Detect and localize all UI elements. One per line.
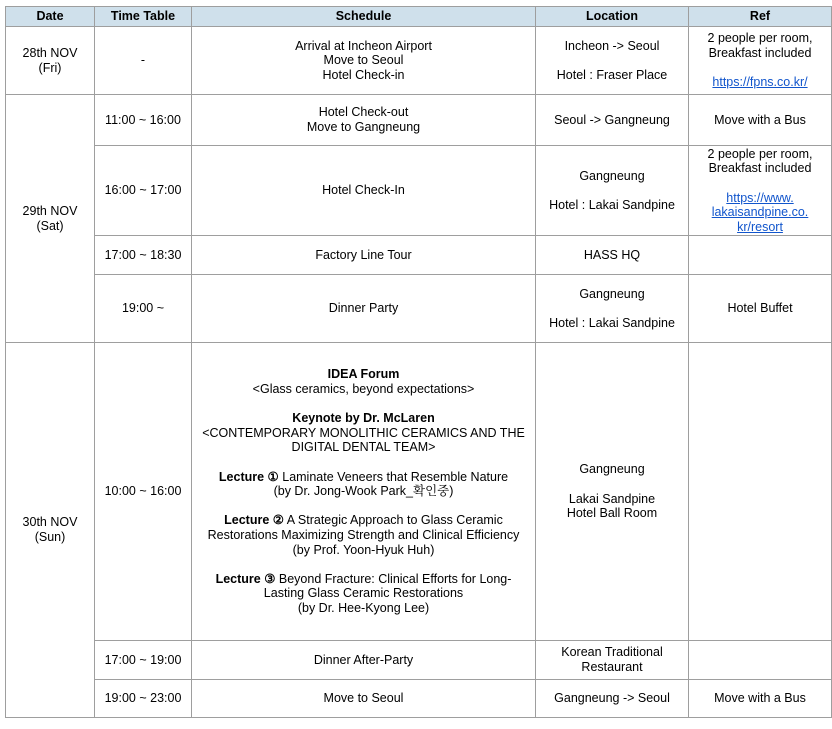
ref-cell: Move with a Bus — [689, 95, 832, 146]
link-line: lakaisandpine.co. — [711, 205, 809, 220]
schedule-line: Hotel Check-out — [318, 105, 409, 120]
schedule-cell: Dinner After-Party — [192, 641, 536, 680]
lecture-title-cont: Restorations Maximizing Strength and Clinical Efficiency — [207, 527, 520, 542]
date-cell — [6, 95, 95, 343]
location-cell — [536, 641, 689, 680]
schedule-cell: Dinner Party — [192, 275, 536, 343]
schedule-line: Move to Seoul — [323, 53, 404, 68]
schedule-cell: Factory Line Tour — [192, 236, 536, 275]
time-cell: 17:00 ~ 19:00 — [95, 641, 192, 680]
lecture-label: Lecture ① — [218, 469, 279, 484]
header-ref: Ref — [689, 7, 832, 27]
ref-line: 2 people per room, — [707, 146, 813, 161]
date-cell: 28th NOV (Fri) — [6, 27, 95, 95]
table-row — [6, 275, 832, 343]
ref-cell — [689, 343, 832, 641]
location-cell — [536, 343, 689, 641]
location-line: Korean Traditional — [561, 645, 663, 660]
time-cell: 17:00 ~ 18:30 — [95, 236, 192, 275]
ref-line: Breakfast included — [708, 161, 812, 176]
location-line: Gangneung — [579, 286, 645, 301]
location-line: Gangneung — [579, 462, 645, 477]
date-line: 29th NOV — [22, 203, 78, 218]
location-cell — [536, 275, 689, 343]
lecture-speaker: (by Prof. Yoon-Hyuk Huh) — [292, 542, 435, 557]
forum-title: IDEA Forum — [327, 367, 400, 382]
location-line: Gangneung — [579, 168, 645, 183]
forum-subtitle: <Glass ceramics, beyond expectations> — [252, 382, 475, 397]
hotel-link[interactable] — [693, 191, 827, 235]
date-cell — [6, 343, 95, 718]
schedule-table — [5, 6, 832, 718]
lecture-speaker: (by Dr. Jong-Wook Park_확인중) — [273, 484, 454, 499]
location-cell: Gangneung -> Seoul — [536, 680, 689, 718]
ref-line: 2 people per room, — [707, 31, 813, 46]
location-line: Hotel : Fraser Place — [556, 67, 668, 82]
table-row — [6, 641, 832, 680]
lecture-label: Lecture ② — [224, 513, 284, 528]
location-line: Hotel : Lakai Sandpine — [549, 197, 675, 212]
time-cell: 19:00 ~ 23:00 — [95, 680, 192, 718]
table-row — [6, 95, 832, 146]
location-line: Hotel Ball Room — [566, 506, 658, 521]
keynote-desc: <CONTEMPORARY MONOLITHIC CERAMICS AND THE — [202, 425, 525, 440]
date-line: (Sun) — [34, 530, 66, 544]
keynote-title: Keynote by Dr. McLaren — [292, 411, 435, 426]
time-cell: 10:00 ~ 16:00 — [95, 343, 192, 641]
ref-cell — [689, 27, 832, 95]
header-date: Date — [6, 7, 95, 27]
schedule-cell — [192, 95, 536, 146]
location-cell — [536, 27, 689, 95]
location-cell: Seoul -> Gangneung — [536, 95, 689, 146]
schedule-line: Arrival at Incheon Airport — [295, 38, 432, 53]
date-line: (Sat) — [36, 218, 64, 233]
schedule-cell: Move to Seoul — [192, 680, 536, 718]
ref-cell: Move with a Bus — [689, 680, 832, 718]
schedule-cell: Hotel Check-In — [192, 146, 536, 236]
table-row — [6, 236, 832, 275]
ref-line: Breakfast included — [708, 45, 812, 60]
lecture-3 — [196, 572, 531, 587]
location-line: Restaurant — [581, 660, 643, 674]
ref-cell — [689, 236, 832, 275]
lecture-title: Beyond Fracture: Clinical Efforts for Long- — [275, 571, 512, 586]
header-schedule: Schedule — [192, 7, 536, 27]
lecture-2 — [196, 513, 531, 528]
header-row — [6, 7, 832, 27]
lecture-speaker: (by Dr. Hee-Kyong Lee) — [297, 600, 430, 615]
location-line: Lakai Sandpine — [568, 491, 656, 506]
link-line: kr/resort — [737, 219, 783, 234]
ref-cell — [689, 146, 832, 236]
time-cell: 16:00 ~ 17:00 — [95, 146, 192, 236]
time-cell: - — [95, 27, 192, 95]
header-time-table: Time Table — [95, 7, 192, 27]
lecture-label: Lecture ③ — [215, 571, 276, 586]
lecture-title: A Strategic Approach to Glass Ceramic — [283, 513, 503, 528]
ref-cell: Hotel Buffet — [689, 275, 832, 343]
schedule-line: Hotel Check-in — [322, 67, 405, 82]
table-row — [6, 680, 832, 718]
time-cell: 19:00 ~ — [95, 275, 192, 343]
link-line: https://www. — [726, 190, 794, 205]
header-location: Location — [536, 7, 689, 27]
table-row — [6, 343, 832, 641]
time-cell: 11:00 ~ 16:00 — [95, 95, 192, 146]
keynote-desc: DIGITAL DENTAL TEAM> — [291, 440, 436, 455]
lecture-title-cont: Lasting Glass Ceramic Restorations — [263, 586, 464, 601]
table-row — [6, 27, 832, 95]
lecture-title: Laminate Veneers that Resemble Nature — [278, 469, 509, 484]
schedule-cell — [192, 27, 536, 95]
ref-cell — [689, 641, 832, 680]
schedule-cell — [192, 343, 536, 641]
location-cell — [536, 146, 689, 236]
lecture-1 — [196, 470, 531, 485]
schedule-line: Move to Gangneung — [306, 120, 421, 134]
hotel-link[interactable]: https://fpns.co.kr/ — [712, 75, 808, 90]
location-line: Incheon -> Seoul — [564, 38, 660, 53]
table-row — [6, 146, 832, 236]
location-line: Hotel : Lakai Sandpine — [549, 315, 675, 330]
date-line: 30th NOV — [22, 515, 78, 530]
location-cell: HASS HQ — [536, 236, 689, 275]
